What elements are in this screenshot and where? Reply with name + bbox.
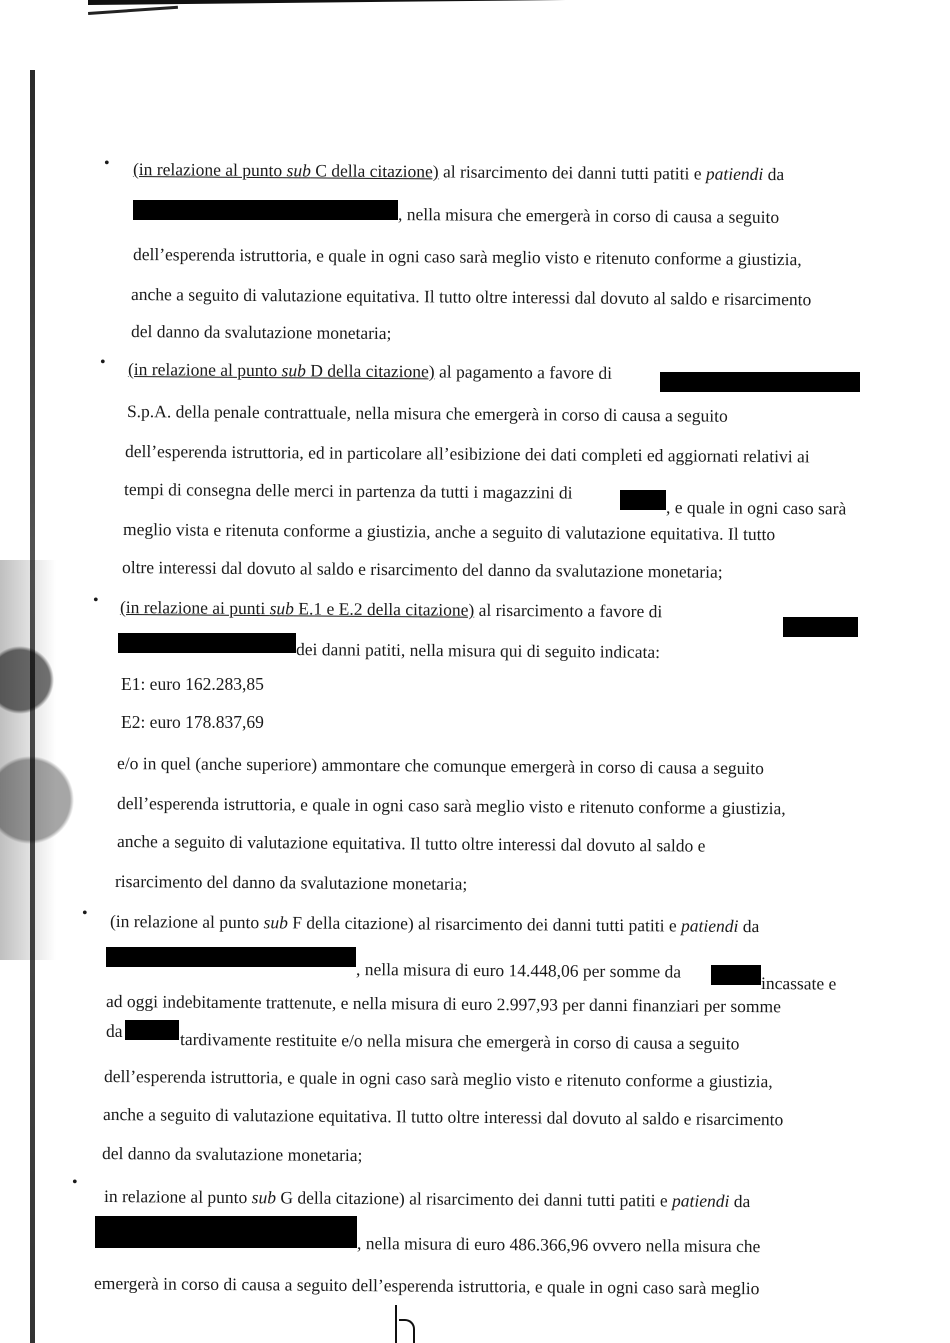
item-d-line-3: dell’esperenda istruttoria, ed in particolare all’esibizione dei dati completi ed aggiornati relativi ai xyxy=(124,441,810,467)
item-e-line-8: risarcimento del danno da svalutazione monetaria; xyxy=(114,871,468,894)
bullet: • xyxy=(104,155,110,172)
amount-e1: E1: euro 162.283,85 xyxy=(121,674,264,694)
item-c-line-3: dell’esperenda istruttoria, e quale in ogni caso sarà meglio visto e ritenuto conforme a giustizia, xyxy=(132,244,802,270)
item-g-line-1: in relazione al punto sub G della citazione) al risarcimento dei danni tutti patiti e patiendi da xyxy=(103,1186,751,1212)
item-f-line-1: (in relazione al punto sub F della citazione) al risarcimento dei danni tutti patiti e patiendi da xyxy=(109,911,760,937)
item-e-line-6: dell’esperenda istruttoria, e quale in ogni caso sarà meglio visto e ritenuto conforme a giustizia, xyxy=(116,793,786,819)
item-d-ref: (in relazione al punto sub D della citazione) xyxy=(127,359,435,382)
item-d-line-5: meglio vista e ritenuta conforme a giustizia, anche a seguito di valutazione equitativa. Il tutto xyxy=(122,519,776,545)
item-d-line-2: S.p.A. della penale contrattuale, nella misura che emergerà in corso di causa a seguito xyxy=(126,401,728,426)
redaction-block xyxy=(620,490,666,510)
redaction-block xyxy=(118,633,296,653)
item-g-line-2: , nella misura di euro 486.366,96 ovvero nella misura che xyxy=(356,1233,761,1257)
item-f-line-2: , nella misura di euro 14.448,06 per somme da xyxy=(355,959,682,982)
item-f-line-5: dell’esperenda istruttoria, e quale in ogni caso sarà meglio visto e ritenuto conforme a giustizia, xyxy=(103,1066,773,1092)
item-e-line-5: e/o in quel (anche superiore) ammontare che comunque emergerà in corso di causa a seguito xyxy=(116,753,764,779)
item-d-line-4b: , e quale in ogni caso sarà xyxy=(665,497,847,519)
redaction-block xyxy=(133,200,398,220)
item-e-line-7: anche a seguito di valutazione equitativa. Il tutto oltre interessi dal dovuto al saldo e xyxy=(116,831,706,856)
item-e-line-1: (in relazione ai punti sub E.1 e E.2 della citazione) al risarcimento a favore di xyxy=(119,597,663,622)
handwritten-initial xyxy=(395,1305,427,1343)
item-c-ref: (in relazione al punto sub C della citazione) xyxy=(132,159,439,182)
item-f-line-4b: tardivamente restituite e/o nella misura che emergerà in corso di causa a seguito xyxy=(179,1029,740,1054)
item-g-line-3: emergerà in corso di causa a seguito dell’esperenda istruttoria, e quale in ogni caso sarà meglio xyxy=(93,1273,760,1299)
item-d-line-1: (in relazione al punto sub D della citazione) al pagamento a favore di xyxy=(127,359,613,383)
item-d-line-6: oltre interessi dal dovuto al saldo e risarcimento del danno da svalutazione monetaria; xyxy=(121,557,723,582)
item-f-line-3: ad oggi indebitamente trattenute, e nella misura di euro 2.997,93 per danni finanziari per somme xyxy=(105,991,782,1017)
redaction-block xyxy=(125,1020,179,1040)
amount-e2: E2: euro 178.837,69 xyxy=(121,712,264,732)
redaction-block xyxy=(106,947,356,967)
item-f-line-4a: da xyxy=(106,1021,123,1041)
bullet: • xyxy=(93,592,99,609)
bullet: • xyxy=(82,905,88,922)
item-d-line-4: tempi di consegna delle merci in partenza da tutti i magazzini di xyxy=(123,479,573,503)
item-e-ref: (in relazione ai punti sub E.1 e E.2 della citazione) xyxy=(119,597,475,620)
item-f-line-2b: incassate e xyxy=(760,973,837,994)
redaction-block xyxy=(660,372,860,392)
item-f-line-6: anche a seguito di valutazione equitativa. Il tutto oltre interessi dal dovuto al saldo e risarcimento xyxy=(102,1104,784,1130)
redaction-block xyxy=(711,965,761,985)
item-c-line-5: del danno da svalutazione monetaria; xyxy=(130,321,392,344)
item-c-line-1: (in relazione al punto sub C della citazione) al risarcimento dei danni tutti patiti e patiendi da xyxy=(132,159,785,185)
item-e-line-2: dei danni patiti, nella misura qui di seguito indicata: xyxy=(295,639,661,662)
bullet: • xyxy=(72,1174,78,1191)
redaction-block xyxy=(95,1216,357,1248)
bullet: • xyxy=(100,354,106,371)
item-c-line-4: anche a seguito di valutazione equitativa. Il tutto oltre interessi dal dovuto al saldo e risarcimento xyxy=(130,284,812,310)
redaction-block xyxy=(783,617,858,637)
item-f-line-7: del danno da svalutazione monetaria; xyxy=(101,1143,363,1166)
item-c-line-2: , nella misura che emergerà in corso di causa a seguito xyxy=(397,204,780,227)
